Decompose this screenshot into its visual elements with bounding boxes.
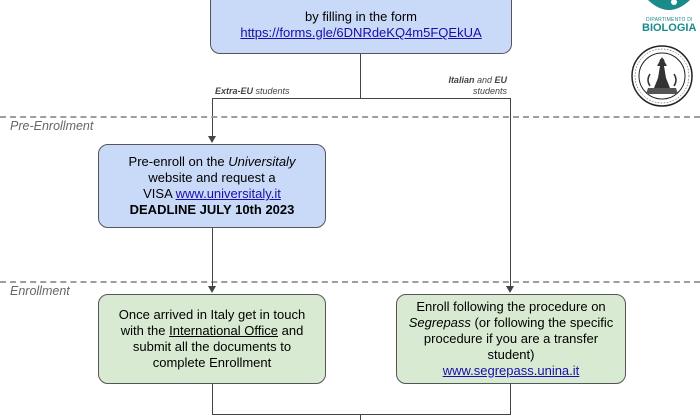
form-box xyxy=(210,0,512,54)
arrow-to-segrepass-box xyxy=(506,286,514,293)
extra-eu-label xyxy=(215,86,290,97)
and-word: and xyxy=(474,75,495,85)
form-link[interactable]: https://forms.gle/6DNRdeKQ4m5FQEkUA xyxy=(240,25,482,40)
and-text: and xyxy=(278,323,304,338)
enroll-left-line3: submit all the documents to xyxy=(132,339,292,354)
enroll-left-line4: complete Enrollment xyxy=(152,355,272,370)
logo-caption-small: DIPARTIMENTO DI xyxy=(646,17,693,23)
enroll-right-line2 xyxy=(409,315,614,331)
enroll-right-line2-rest: (or following the specific xyxy=(470,315,614,330)
enroll-right-line1: Enroll following the procedure on xyxy=(416,299,606,314)
enroll-right-line4: student) xyxy=(487,347,535,362)
enrollment-heading: Enrollment xyxy=(10,284,70,298)
pre-enroll-line1 xyxy=(129,154,296,170)
form-box-text: by filling in the form xyxy=(305,9,417,24)
pre-enroll-line1-start: Pre-enroll on the xyxy=(128,154,229,169)
connector-branch-horizontal xyxy=(212,98,511,99)
pre-enroll-line3 xyxy=(143,186,281,202)
segrepass-box xyxy=(396,294,626,384)
international-office-box xyxy=(98,294,326,384)
pre-enroll-line2: website and request a xyxy=(148,170,276,185)
visa-text: VISA xyxy=(143,186,176,201)
enroll-right-line3: procedure if you are a transfer xyxy=(423,331,599,346)
italian-eu-line1 xyxy=(400,75,507,86)
italian-eu-label xyxy=(400,75,507,97)
enroll-left-line2 xyxy=(121,323,304,339)
pre-enrollment-divider xyxy=(0,116,700,118)
logo-caption: BIOLOGIA xyxy=(642,22,697,34)
pre-enroll-box xyxy=(98,144,326,228)
connector-pre-to-enroll xyxy=(212,228,213,286)
enroll-left-line1: Once arrived in Italy get in touch xyxy=(118,307,306,322)
with-the-text: with the xyxy=(120,323,170,338)
deadline-text: DEADLINE JULY 10th 2023 xyxy=(129,202,295,217)
connector-top-vertical xyxy=(360,54,361,98)
enrollment-divider xyxy=(0,281,700,283)
segrepass-link[interactable]: www.segrepass.unina.it xyxy=(442,363,580,378)
arrow-to-enroll-left xyxy=(208,286,216,293)
logo-mark-icon xyxy=(640,0,698,16)
connector-bottom-left xyxy=(212,384,213,414)
universitaly-name: Universitaly xyxy=(228,154,296,169)
arrow-to-pre-box xyxy=(208,136,216,143)
extra-eu-bold: Extra-EU xyxy=(215,86,254,96)
eu-bold: EU xyxy=(494,75,507,85)
segrepass-name: Segrepass xyxy=(408,315,471,330)
connector-bottom-horizontal xyxy=(212,414,511,415)
connector-right-down xyxy=(510,98,511,286)
universitaly-link[interactable]: www.universitaly.it xyxy=(175,186,281,201)
university-seal-icon xyxy=(630,44,694,108)
italian-eu-line2: students xyxy=(472,86,507,96)
connector-bottom-right xyxy=(510,384,511,414)
extra-eu-rest: students xyxy=(253,86,290,96)
international-office-link[interactable]: International Office xyxy=(169,323,278,338)
italian-bold: Italian xyxy=(448,75,475,85)
pre-enrollment-heading: Pre-Enrollment xyxy=(10,119,94,133)
connector-bottom-center xyxy=(360,414,361,420)
department-logo xyxy=(640,0,698,36)
